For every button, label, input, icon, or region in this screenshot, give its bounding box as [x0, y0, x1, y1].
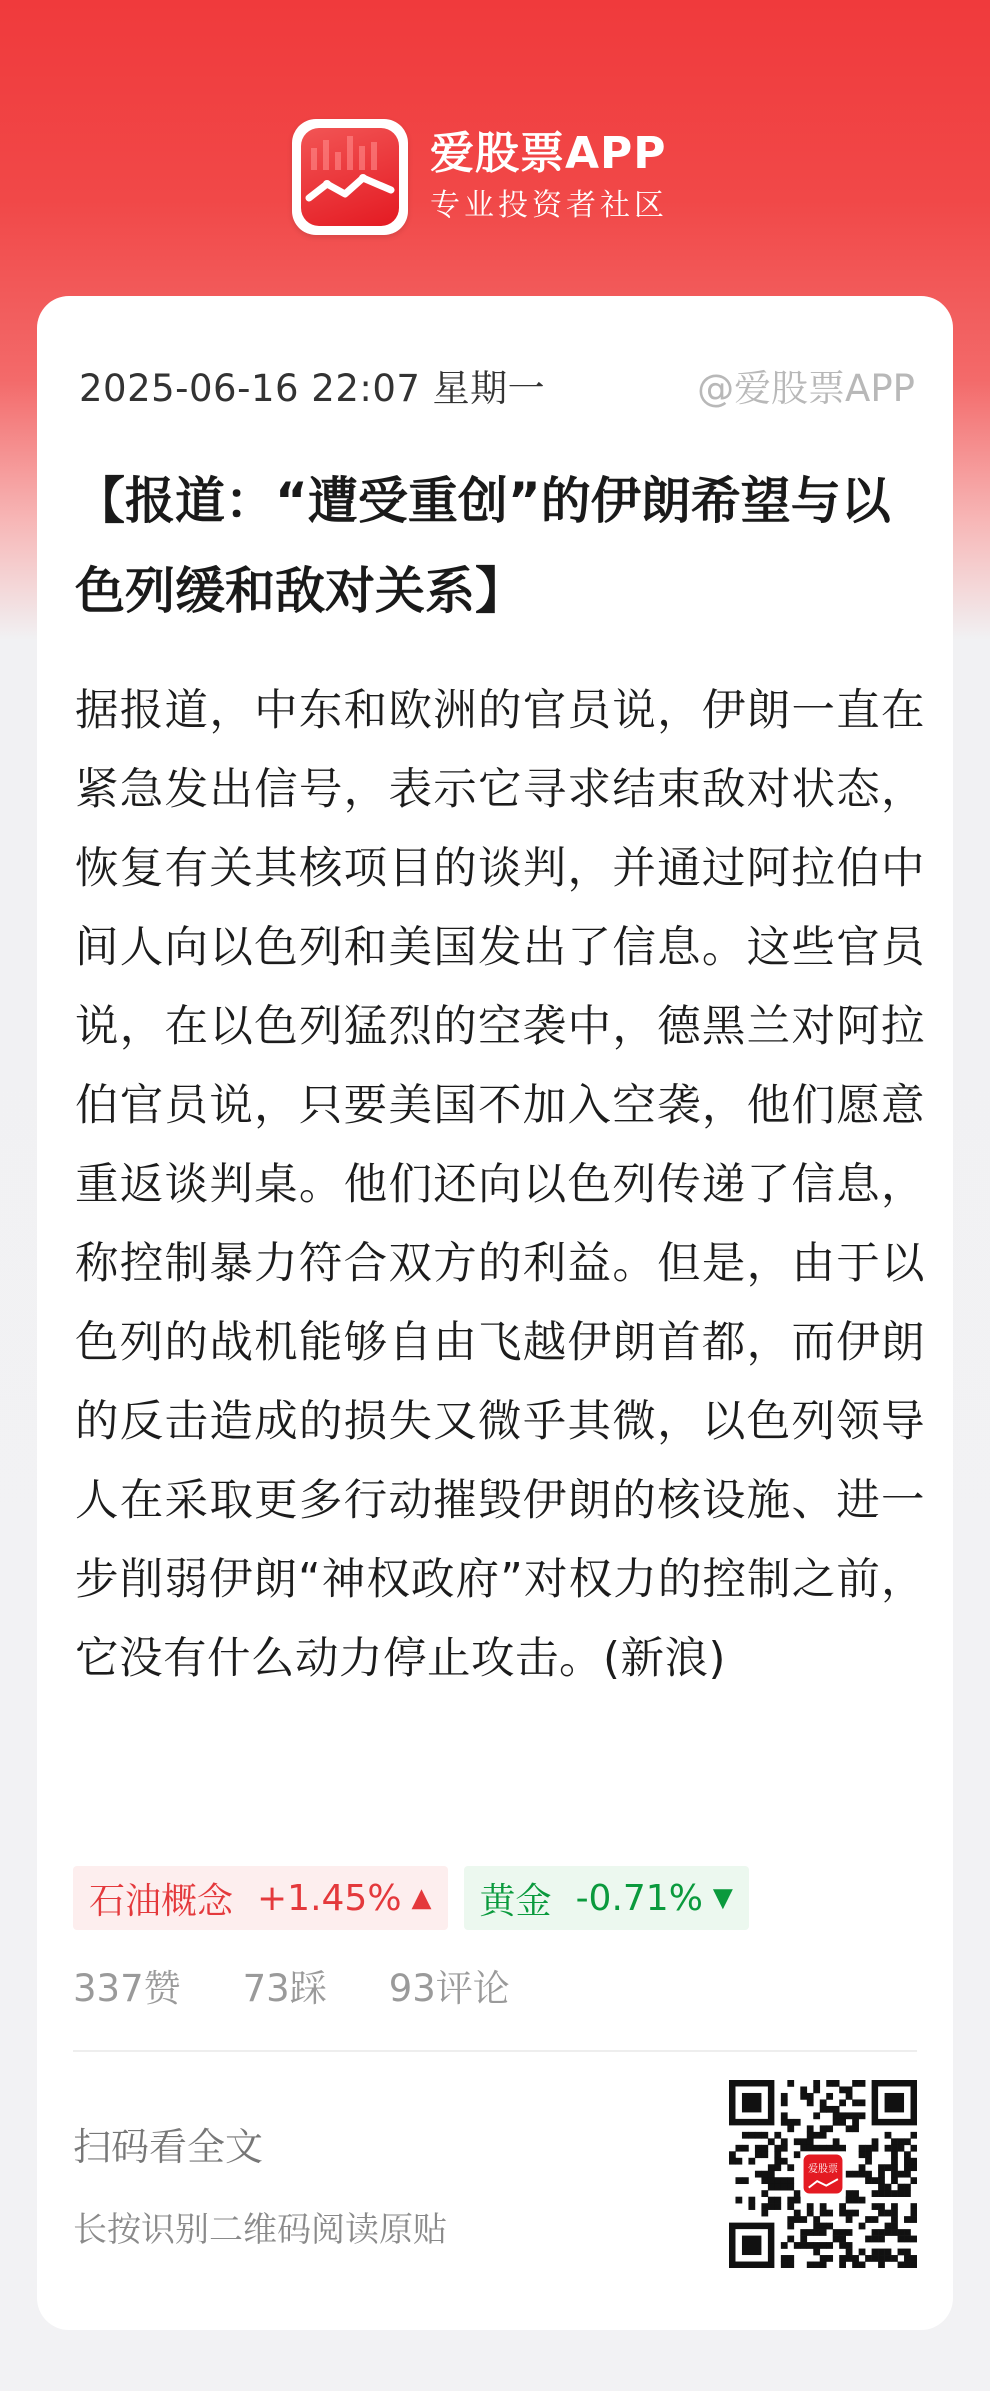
app-slogan: 专业投资者社区	[430, 188, 668, 223]
like-count[interactable]: 337赞	[73, 1967, 181, 2010]
stock-tag-change: -0.71%	[575, 1877, 703, 1919]
stock-tag-name: 石油概念	[89, 1880, 234, 1922]
divider	[73, 2050, 917, 2052]
dislike-count[interactable]: 73踩	[242, 1967, 327, 2010]
post-body: 据报道，中东和欧洲的官员说，伊朗一直在紧急发出信号，表示它寻求结束敌对状态，恢复有关其核项目的谈判，并通过阿拉伯中间人向以色列和美国发出了信息。这些官员说，在以色列猛烈的空袭中，德黑兰对阿拉伯官员说，只要美国不加入空袭，他们愿意重返谈判桌。他们还向以色列传递了信息，称控制暴力符合双方的利益。但是，由于以色列的战机能够自由飞越伊朗首都，而伊朗的反击造成的损失又微乎其微，以色列领导人在采取更多行动摧毁伊朗的核设施、进一步削弱伊朗“神权政府”对权力的控制之前，它没有什么动力停止攻击。(新浪)	[75, 686, 925, 1684]
stock-chart-icon	[301, 128, 399, 226]
qr-code[interactable]	[729, 2080, 917, 2268]
app-name: 爱股票APP	[430, 128, 667, 179]
stock-tags	[73, 1866, 749, 1930]
post-datetime: 2025-06-16 22:07 星期一	[79, 367, 546, 410]
arrow-down-icon: ▼	[712, 1883, 733, 1913]
stock-tag-change: +1.45%	[257, 1877, 402, 1919]
stock-tag-name: 黄金	[479, 1880, 552, 1922]
scan-title: 扫码看全文	[73, 2125, 264, 2169]
qr-code-icon	[729, 2080, 917, 2268]
post-stats	[73, 1958, 572, 2012]
qr-logo-text: 爱股票	[808, 2164, 838, 2176]
stock-tag-gold[interactable]	[464, 1866, 749, 1930]
post-meta	[79, 358, 915, 412]
post-source[interactable]: @爱股票APP	[697, 367, 915, 410]
post-card	[37, 296, 953, 2330]
post-title: 【报道：“遭受重创”的伊朗希望与以色列缓和敌对关系】	[75, 472, 891, 620]
app-brand	[292, 118, 668, 236]
arrow-up-icon: ▲	[411, 1883, 432, 1913]
comment-count[interactable]: 93评论	[388, 1967, 510, 2010]
stock-tag-oil[interactable]	[73, 1866, 448, 1930]
app-logo	[292, 119, 408, 235]
scan-hint: 长按识别二维码阅读原贴	[73, 2210, 447, 2250]
